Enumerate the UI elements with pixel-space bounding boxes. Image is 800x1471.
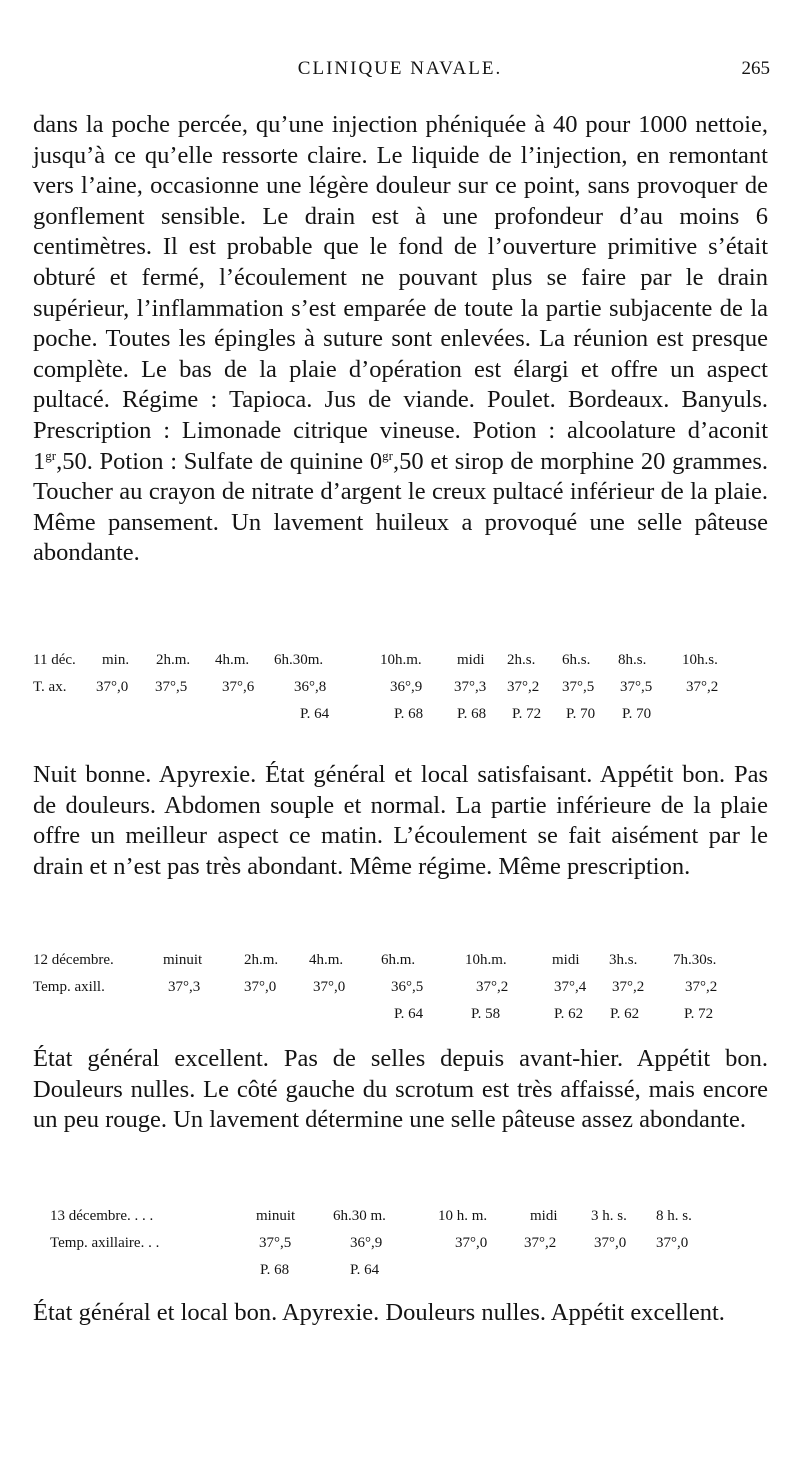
table-time: 10h.m. [380, 652, 422, 668]
table-row-label: T. ax. [33, 679, 67, 695]
table-pulse: P. 68 [394, 706, 424, 722]
table-time: 3h.s. [609, 952, 638, 968]
table-time: midi [530, 1208, 558, 1224]
table-time: 3 h. s. [591, 1208, 627, 1224]
table-time: 4h.m. [309, 952, 344, 968]
table-temp: 37°,0 [96, 679, 129, 695]
table-temp: 36°,5 [391, 979, 424, 995]
table-pulse: P. 72 [684, 1006, 714, 1022]
table-temp: 37°,5 [620, 679, 653, 695]
table-time: 10 h. m. [438, 1208, 488, 1224]
table-time: 8 h. s. [656, 1208, 692, 1224]
unit-gram-1: gr [45, 447, 57, 463]
table-time: 4h.m. [215, 652, 250, 668]
table-time: 10h.s. [682, 652, 718, 668]
table-pulse: P. 62 [554, 1006, 584, 1022]
table-time: 6h.30 m. [333, 1208, 386, 1224]
table-row-label: Temp. axillaire. . . [50, 1235, 160, 1251]
table-date: 12 décembre. [33, 952, 114, 968]
table-pulse: P. 72 [512, 706, 542, 722]
table-temp: 37°,2 [685, 979, 718, 995]
table-pulse: P. 64 [350, 1262, 380, 1278]
table-time: 2h.s. [507, 652, 536, 668]
table-temp: 37°,6 [222, 679, 255, 695]
table-temp: 37°,2 [476, 979, 509, 995]
table-time: minuit [256, 1208, 296, 1224]
table-time: 6h.m. [381, 952, 416, 968]
table-temp: 37°,0 [594, 1235, 627, 1251]
table-temp: 37°,2 [507, 679, 540, 695]
table-pulse: P. 58 [471, 1006, 501, 1022]
paragraph-1-text-b: ,50. Potion : Sulfate de quinine 0 [56, 447, 383, 475]
table-temp: 37°,3 [454, 679, 487, 695]
table-pulse: P. 64 [394, 1006, 424, 1022]
table-temp: 37°,2 [612, 979, 645, 995]
table-temp: 36°,8 [294, 679, 327, 695]
paragraph-2: Nuit bonne. Apyrexie. État général et local satisfaisant. Appétit bon. Pas de douleurs. Abdomen souple et normal. La partie inférieure de la plaie offre un meilleur aspect ce matin. L’écoulement se fait aisément par le drain et n’est pas très abondant. Même régime. Même prescription. [33, 761, 768, 880]
table-temp: 37°,5 [562, 679, 595, 695]
table-temp: 37°,5 [155, 679, 188, 695]
paragraph-1 [33, 110, 768, 569]
unit-gram-2: gr [382, 447, 393, 463]
table-row-label: Temp. axill. [33, 979, 105, 995]
table-time: 6h.30m. [274, 652, 324, 668]
table-time: 10h.m. [465, 952, 507, 968]
table-temp: 37°,2 [686, 679, 719, 695]
table-time: 7h.30s. [673, 952, 717, 968]
table-time: midi [552, 952, 580, 968]
paragraph-1-text-a: dans la poche percée, qu’une injection phéniquée à 40 pour 1000 nettoie, jusqu’à ce qu’elle ressorte claire. Le liquide de l’injection, en remontant vers l’aine, occasionne une légère douleur sur ce point, sans provoquer de gonflement sensible. Le drain est à une profondeur d’au moins 6 centimètres. Il est probable que le fond de l’ouverture primitive s’était obturé et fermé, l’écoulement ne pouvant plus se faire par le drain supérieur, l’inflammation s’est emparée de toute la partie subjacente de la poche. Toutes les épingles à suture sont enlevées. La réunion est presque complète. Le bas de la plaie d’opération est élargi et offre un aspect pultacé. Régime : Tapioca. Jus de viande. Poulet. Bordeaux. Banyuls. Prescription : Limonade citrique vineuse. Potion : alcoolature d’aconit 1 [33, 111, 768, 475]
table-pulse: P. 62 [610, 1006, 640, 1022]
paragraph-3: État général excellent. Pas de selles depuis avant-hier. Appétit bon. Douleurs nulles. Le côté gauche du scrotum est très affaissé, mais encore un peu rouge. Un lavement détermine une selle pâteuse assez abondante. [33, 1045, 768, 1134]
table-temp: 36°,9 [350, 1235, 383, 1251]
paragraph-4: État général et local bon. Apyrexie. Douleurs nulles. Appétit excellent. [33, 1299, 725, 1326]
running-title: CLINIQUE NAVALE. [297, 58, 503, 79]
table-date: 13 décembre. . . . [50, 1208, 154, 1224]
table-temp: 37°,0 [656, 1235, 689, 1251]
table-time: midi [457, 652, 485, 668]
table-time: 6h.s. [562, 652, 591, 668]
table-temp: 37°,0 [313, 979, 346, 995]
table-time: 8h.s. [618, 652, 647, 668]
table-pulse: P. 70 [622, 706, 652, 722]
paragraph-1-text-c: ,50 et sirop de morphine 20 grammes. Toucher au crayon de nitrate d’argent le creux pultacé inférieur de la plaie. Même pansement. Un lavement huileux a provoqué une selle pâteuse abondante. [33, 447, 768, 567]
table-temp: 36°,9 [390, 679, 423, 695]
table-temp: 37°,3 [168, 979, 201, 995]
table-time: min. [102, 652, 130, 668]
table-time: 2h.m. [244, 952, 279, 968]
page-number: 265 [741, 58, 770, 79]
table-pulse: P. 68 [260, 1262, 290, 1278]
table-time: minuit [163, 952, 203, 968]
table-temp: 37°,2 [524, 1235, 557, 1251]
table-pulse: P. 68 [457, 706, 487, 722]
table-temp: 37°,0 [455, 1235, 488, 1251]
table-date: 11 déc. [33, 652, 76, 668]
table-temp: 37°,4 [554, 979, 587, 995]
table-temp: 37°,0 [244, 979, 277, 995]
table-pulse: P. 64 [300, 706, 330, 722]
table-time: 2h.m. [156, 652, 191, 668]
table-temp: 37°,5 [259, 1235, 292, 1251]
table-pulse: P. 70 [566, 706, 596, 722]
